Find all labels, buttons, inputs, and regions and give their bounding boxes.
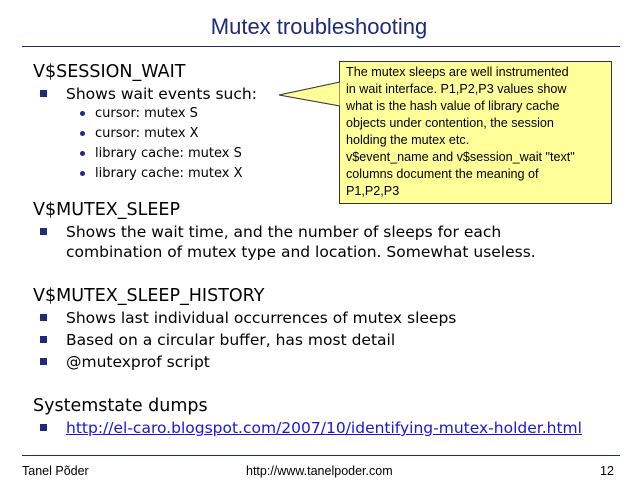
callout-line: holding the mutex etc.	[346, 133, 470, 147]
heading-session-wait: V$SESSION_WAIT	[33, 62, 186, 82]
callout-line: P1,P2,P3	[346, 184, 400, 198]
sub-bullet-text: cursor: mutex S	[95, 106, 198, 121]
slide-title: Mutex troubleshooting	[210, 14, 428, 39]
callout-line: The mutex sleeps are well instrumented	[346, 65, 569, 79]
callout-arrow-join	[340, 83, 342, 106]
sub-bullet-text: library cache: mutex X	[95, 166, 243, 181]
bullet-text: Based on a circular buffer, has most detail	[66, 331, 396, 349]
heading-mutex-sleep-history: V$MUTEX_SLEEP_HISTORY	[33, 286, 265, 306]
footer-author: Tanel Põder	[22, 464, 89, 478]
callout-line: what is the hash value of library cache	[346, 99, 560, 113]
callout-line: v$event_name and v$session_wait "text"	[346, 150, 575, 164]
heading-systemstate-dumps: Systemstate dumps	[33, 396, 208, 416]
callout-line: columns document the meaning of	[346, 167, 539, 181]
bullet-text-continuation: combination of mutex type and location. Somewhat useless.	[66, 243, 536, 261]
callout-line: in wait interface. P1,P2,P3 values show	[346, 82, 567, 96]
bullet-text: @mutexprof script	[66, 353, 210, 371]
bullet-text: Shows the wait time, and the number of sleeps for each	[66, 223, 502, 241]
footer-divider	[22, 455, 620, 456]
bullet-text: Shows last individual occurrences of mutex sleeps	[66, 309, 457, 327]
footer-url: http://www.tanelpoder.com	[246, 464, 393, 478]
sub-bullet-text: library cache: mutex S	[95, 146, 242, 161]
blog-link[interactable]: http://el-caro.blogspot.com/2007/10/identifying-mutex-holder.html	[66, 419, 582, 437]
heading-mutex-sleep: V$MUTEX_SLEEP	[33, 200, 181, 220]
bullet-text: Shows wait events such:	[66, 85, 257, 103]
footer-page-number: 12	[600, 464, 614, 478]
callout-text	[346, 64, 608, 200]
callout-line: objects under contention, the session	[346, 116, 554, 130]
sub-bullet-text: cursor: mutex X	[95, 126, 199, 141]
